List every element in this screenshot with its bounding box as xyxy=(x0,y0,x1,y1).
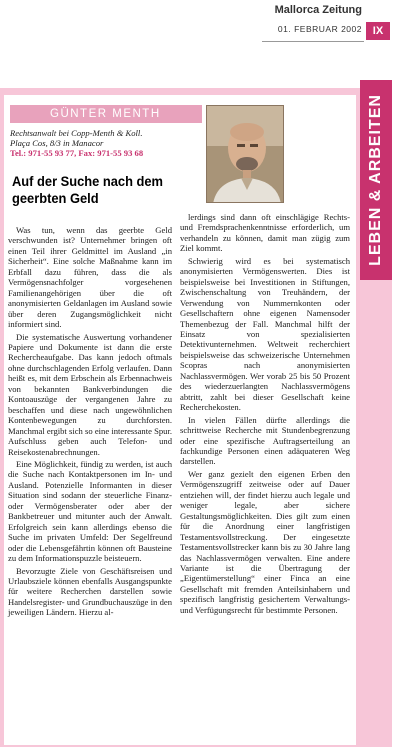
masthead-rule xyxy=(262,41,364,42)
author-name-bar: GÜNTER MENTH xyxy=(10,105,202,123)
article xyxy=(4,95,356,745)
newspaper-name: Mallorca Zeitung xyxy=(274,4,362,16)
paragraph: In vielen Fällen dürfte allerdings die schrittweise Recherche mit Stundenbegrenzung oder eine spezifische Auftragserteilung an fachkundige Personen einen adäquateren Weg darstellen. xyxy=(180,414,350,467)
issue-date: 01. FEBRUAR 2002 xyxy=(277,24,362,34)
author-photo xyxy=(206,105,284,203)
credential-contact: Tel.: 971-55 93 77, Fax: 971-55 93 68 xyxy=(10,148,144,158)
masthead xyxy=(262,4,362,34)
paragraph: lerdings sind dann oft einschlägige Rechts- und Fremdsprachenkenntnisse erforderlich, um verhandeln zu können, damit man zügig zum Ziel kommt. xyxy=(180,212,350,254)
section-sidebar xyxy=(360,80,392,280)
body-column-left xyxy=(8,225,172,618)
body-column-right xyxy=(180,212,350,615)
credential-address: Plaça Cos, 8/3 in Manacor xyxy=(10,138,104,148)
sidebar-band xyxy=(360,280,392,747)
portrait-image xyxy=(207,106,284,203)
author-credentials xyxy=(10,128,206,158)
page-number: IX xyxy=(366,22,390,40)
paragraph: Eine Möglichkeit, fündig zu werden, ist auch die Suche nach Kontaktpersonen im In- und Ausland. Potenzielle Informanten in dieser Situation sind sodann der steuerliche Finanz- oder Vermögensberater oder aber der Bankbetreuer und mitunter auch der Anwalt. Erfolgreich sein kann allerdings ebenso die Suche im privaten Umfeld: Der Segelfreund oder die Lebensgefährtin können oft Bausteine zu dem Informationspuzzle beisteuern. xyxy=(8,458,172,564)
credential-title: Rechtsanwalt bei Copp-Menth & Koll. xyxy=(10,128,143,138)
paragraph: Die systematische Auswertung vorhandener Papiere und Dokumente ist dann die erste Rechercheaufgabe. Das kann jedoch oftmals ohne durchschlagenden Erfolg verlaufen. Dann heißt es, mit dem Erbschein als Erbennachweis von bekannten Bankverbindungen die Kontoauszüge der vergangenen Jahre zu beschaffen und diese nach ungewöhnlichen Kontenbewegungen zu durchforsten. Manchmal ergibt sich so eine interessante Spur. Aufschluss geben auch Telefon- und Reisekostenabrechnungen. xyxy=(8,331,172,457)
paragraph: Wer ganz gezielt den eigenen Erben den Vermögenszugriff zeitweise oder auf Dauer entziehen will, der findet hierzu auch legale und weniger legale, aber sichere Gestaltungsmöglichkeiten. Dies gilt zum einen für die Anordnung einer langfristigen Testamentsvollstreckung. Der eingesetzte Testamentsvollstrecker kann bis zu 30 Jahre lang das Nachlassvermögen verwalten. Eine andere Variante ist die Übertragung der „Eigentümerstellung“ einer Finca an eine Gesellschaft mit fremden Anteilsinhabern und spezifisch langfristig gesichertem Verwaltungs- und Verfügungsrecht für bestimmte Personen. xyxy=(180,468,350,615)
paragraph: Bevorzugte Ziele von Geschäftsreisen und Urlaubsziele können ebenfalls Ausgangspunkte für weitere Recherchen darstellen sowie Handelsregister- und Grundbuchauszüge in den jeweiligen Ländern. Hierzu al- xyxy=(8,565,172,618)
paragraph: Schwierig wird es bei systematisch anonymisierten Vermögenswerten. Dies ist beispielsweise bei Investitionen in Stiftungen, Zwischenschaltung von Treuhändern, der Verwendung von Nummernkonten oder Gesellschaftern ohne eigenen Namensoder Themenbezug der Fall. Manchmal hilft der Einsatz von spezialisierten Detektivunternehmen. Weltweit recherchiert beispielsweise das schweizerische Unternehmen Scopras nach anonymisierten Nachlassvermögen. Wer vorab 25 bis 50 Prozent des wiederzuerlangten Nachlassvermögens abtritt, zahlt bei dieser Gesellschaft keine Recherchekosten. xyxy=(180,255,350,413)
paragraph: Was tun, wenn das geerbte Geld verschwunden ist? Unternehmer bringen oft einen Teil ihrer Geldmittel im Ausland „in Sicherheit“. Eine solche Maßnahme kann im Erbfall dazu führen, dass die als Vermögensnachfolger vorgesehenen Familienangehörigen über die oft anonymisierten Geldanlagen im Ausland sowie über deren Zugangsmöglichkeit nicht informiert sind. xyxy=(8,225,172,330)
section-label: LEBEN & ARBEITEN xyxy=(367,94,384,266)
article-headline: Auf der Suche nach dem geerbten Geld xyxy=(12,173,164,206)
